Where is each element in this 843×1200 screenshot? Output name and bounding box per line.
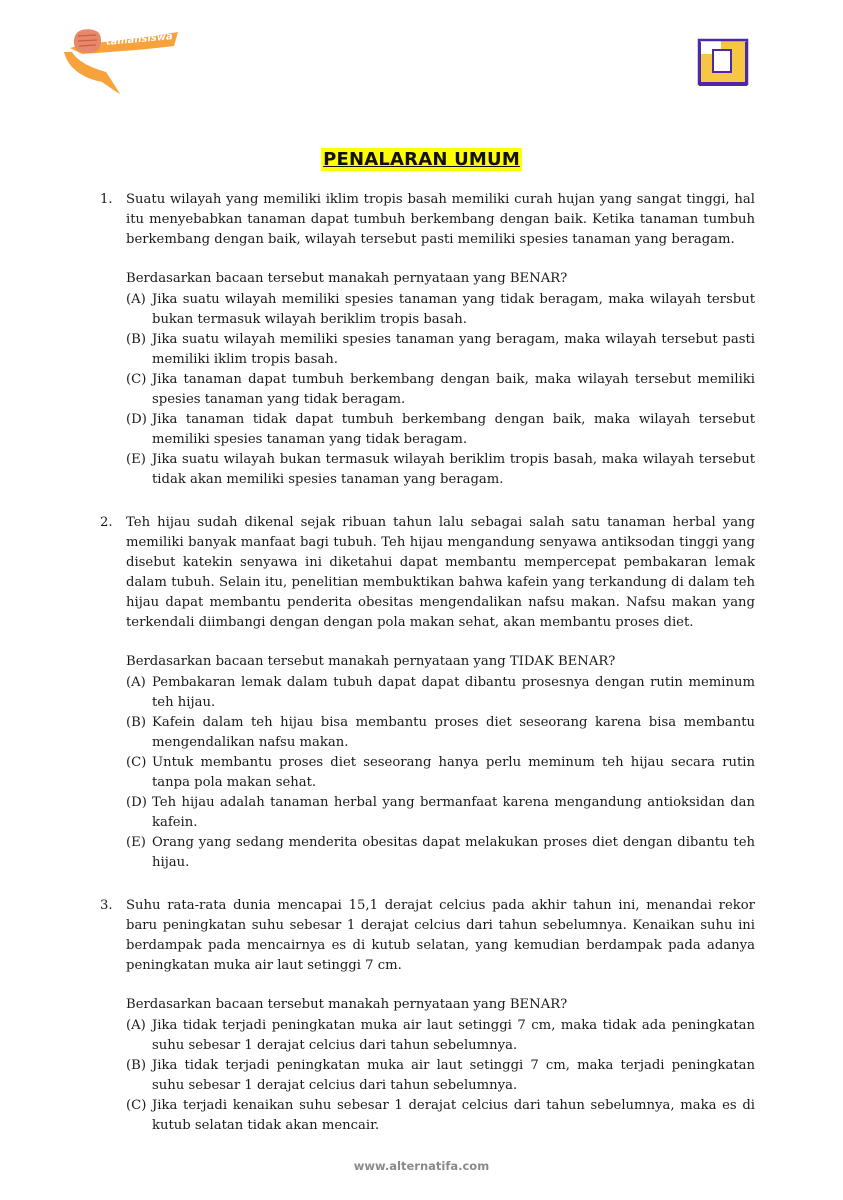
question-passage: Suhu rata-rata dunia mencapai 15,1 derajat celcius pada akhir tahun ini, menandai rekor baru peningkatan suhu sebesar 1 derajat celcius dari tahun sebelumnya. Kenaikan suhu ini berdampak pada mencairnya es di kutub selatan, yang kemudian berdampak pada adanya peningkatan muka air laut setinggi 7 cm. [126,898,755,973]
tamansiswa-logo [62,22,182,96]
option-label: (C) [126,372,147,387]
option-text: Jika tanaman tidak dapat tumbuh berkembang dengan baik, maka wilayah tersebut memiliki spesies tanaman yang tidak beragam. [152,412,755,447]
option-text: Jika tidak terjadi peningkatan muka air laut setinggi 7 cm, maka tidak ada peningkatan suhu sebesar 1 derajat celcius dari tahun sebelumnya. [152,1018,755,1053]
question-2 [100,513,755,873]
option-a [126,290,755,330]
option-text: Kafein dalam teh hijau bisa membantu proses diet seseorang karena bisa membantu mengendalikan nafsu makan. [152,715,755,750]
question-number: 2. [100,515,113,530]
option-b [126,713,755,753]
page-title: PENALARAN UMUM [323,149,520,170]
option-text: Pembakaran lemak dalam tubuh dapat dapat dibantu prosesnya dengan rutin meminum teh hijau. [152,675,755,710]
option-text: Jika tidak terjadi peningkatan muka air laut setinggi 7 cm, maka terjadi peningkatan suhu sebesar 1 derajat celcius dari tahun sebelumnya. [152,1058,755,1093]
option-c [126,370,755,410]
option-a [126,673,755,713]
question-1 [100,190,755,490]
option-text: Jika suatu wilayah bukan termasuk wilayah beriklim tropis basah, maka wilayah tersebut tidak akan memiliki spesies tanaman yang beragam. [152,452,755,487]
option-b [126,330,755,370]
option-label: (B) [126,332,146,347]
option-text: Teh hijau adalah tanaman herbal yang bermanfaat karena mengandung antioksidan dan kafein. [152,795,755,830]
option-label: (A) [126,675,146,690]
option-text: Untuk membantu proses diet seseorang hanya perlu meminum teh hijau secara rutin tanpa pola makan sehat. [152,755,755,790]
option-label: (C) [126,1098,147,1113]
option-text: Jika suatu wilayah memiliki spesies tanaman yang beragam, maka wilayah tersebut pasti memiliki iklim tropis basah. [152,332,755,367]
footer-url[interactable]: www.alternatifa.com [353,1159,490,1173]
option-a [126,1016,755,1056]
fist-scarf-icon [62,22,182,96]
option-label: (E) [126,452,146,467]
option-label: (D) [126,795,147,810]
question-prompt: Berdasarkan bacaan tersebut manakah pernyataan yang BENAR? [126,997,568,1012]
question-passage: Teh hijau sudah dikenal sejak ribuan tahun lalu sebagai salah satu tanaman herbal yang memiliki banyak manfaat bagi tubuh. Teh hijau mengandung senyawa antiksodan tinggi yang disebut katekin senyawa ini diketahui dapat membantu mempercepat pembakaran lemak dalam tubuh. Selain itu, penelitian membuktikan bahwa kafein yang terkandung di dalam teh hijau dapat membantu penderita obesitas mengendalikan nafsu makan. Nafsu makan yang terkendali diimbangi dengan dengan pola makan sehat, akan membantu proses diet. [126,515,755,630]
option-text: Jika tanaman dapat tumbuh berkembang dengan baik, maka wilayah tersebut memiliki spesies tanaman yang tidak beragam. [152,372,755,407]
option-label: (B) [126,715,146,730]
option-d [126,793,755,833]
question-passage: Suatu wilayah yang memiliki iklim tropis basah memiliki curah hujan yang sangat tinggi, hal itu menyebabkan tanaman dapat tumbuh berkembang dengan baik. Ketika tanaman tumbuh berkembang dengan baik, wilayah tersebut pasti memiliki spesies tanaman yang beragam. [126,192,755,247]
option-b [126,1056,755,1096]
option-label: (A) [126,1018,146,1033]
option-e [126,450,755,490]
option-label: (A) [126,292,146,307]
option-label: (D) [126,412,147,427]
alternatifa-logo-icon [695,36,751,90]
question-list [100,190,755,1159]
alternatifa-logo [695,36,751,90]
option-d [126,410,755,450]
option-c [126,1096,755,1136]
logo-text: tamansiswa [105,31,174,48]
option-label: (C) [126,755,147,770]
option-label: (B) [126,1058,146,1073]
option-text: Orang yang sedang menderita obesitas dapat melakukan proses diet dengan dibantu teh hijau. [152,835,755,870]
option-text: Jika terjadi kenaikan suhu sebesar 1 derajat celcius dari tahun sebelumnya, maka es di kutub selatan tidak akan mencair. [152,1098,755,1133]
option-label: (E) [126,835,146,850]
question-number: 1. [100,192,113,207]
option-text: Jika suatu wilayah memiliki spesies tanaman yang tidak beragam, maka wilayah tersbut bukan termasuk wilayah beriklim tropis basah. [152,292,755,327]
question-prompt: Berdasarkan bacaan tersebut manakah pernyataan yang BENAR? [126,271,568,286]
question-3 [100,896,755,1136]
option-e [126,833,755,873]
question-prompt: Berdasarkan bacaan tersebut manakah pernyataan yang TIDAK BENAR? [126,654,616,669]
option-c [126,753,755,793]
question-number: 3. [100,898,113,913]
